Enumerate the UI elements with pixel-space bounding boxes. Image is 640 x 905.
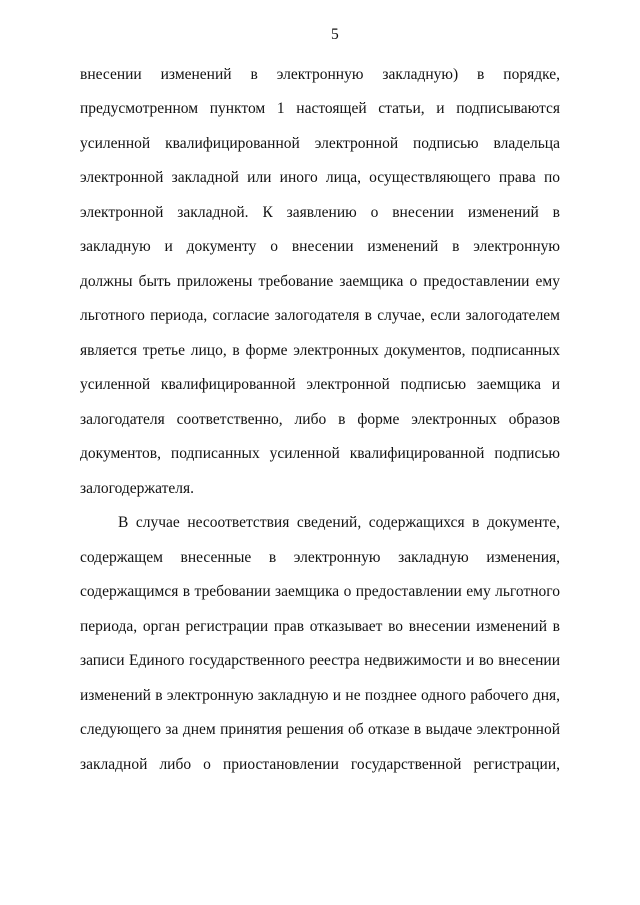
paragraph-1: [80, 58, 560, 507]
text-line: предусмотренном пунктом 1 настоящей статьи, и подписываются: [80, 100, 560, 118]
text-line: внесении изменений в электронную закладную) в порядке,: [80, 65, 560, 83]
text-line: залогодержателя.: [80, 479, 194, 497]
text-line: закладной либо о приостановлении государственной регистрации,: [80, 755, 560, 773]
text-line: документов, подписанных усиленной квалифицированной подписью: [80, 445, 560, 463]
paragraph-2: [80, 506, 560, 782]
text-line: изменений в электронную закладную и не позднее одного рабочего дня,: [80, 686, 560, 704]
text-line: закладную и документу о внесении изменений в электронную: [80, 238, 560, 256]
text-line: электронной закладной. К заявлению о внесении изменений в: [80, 203, 560, 221]
text-line: электронной закладной или иного лица, осуществляющего права по: [80, 169, 560, 187]
page-number: 5: [331, 26, 339, 43]
text-line: должны быть приложены требование заемщика о предоставлении ему: [80, 272, 560, 290]
text-line: записи Единого государственного реестра недвижимости и во внесении: [80, 652, 560, 670]
document-body: [80, 58, 560, 783]
text-line: усиленной квалифицированной электронной подписью владельца: [80, 134, 560, 152]
text-line: является третье лицо, в форме электронных документов, подписанных: [80, 341, 560, 359]
text-line: содержащимся в требовании заемщика о предоставлении ему льготного: [80, 583, 560, 601]
text-line: залогодателя соответственно, либо в форме электронных образов: [80, 410, 560, 428]
text-line: содержащем внесенные в электронную закладную изменения,: [80, 548, 560, 566]
text-line: усиленной квалифицированной электронной подписью заемщика и: [80, 376, 560, 394]
text-line: В случае несоответствия сведений, содержащихся в документе,: [118, 514, 560, 532]
text-line: периода, орган регистрации прав отказывает во внесении изменений в: [80, 617, 560, 635]
text-line: льготного периода, согласие залогодателя в случае, если залогодателем: [80, 307, 560, 325]
text-line: следующего за днем принятия решения об отказе в выдаче электронной: [80, 721, 560, 739]
